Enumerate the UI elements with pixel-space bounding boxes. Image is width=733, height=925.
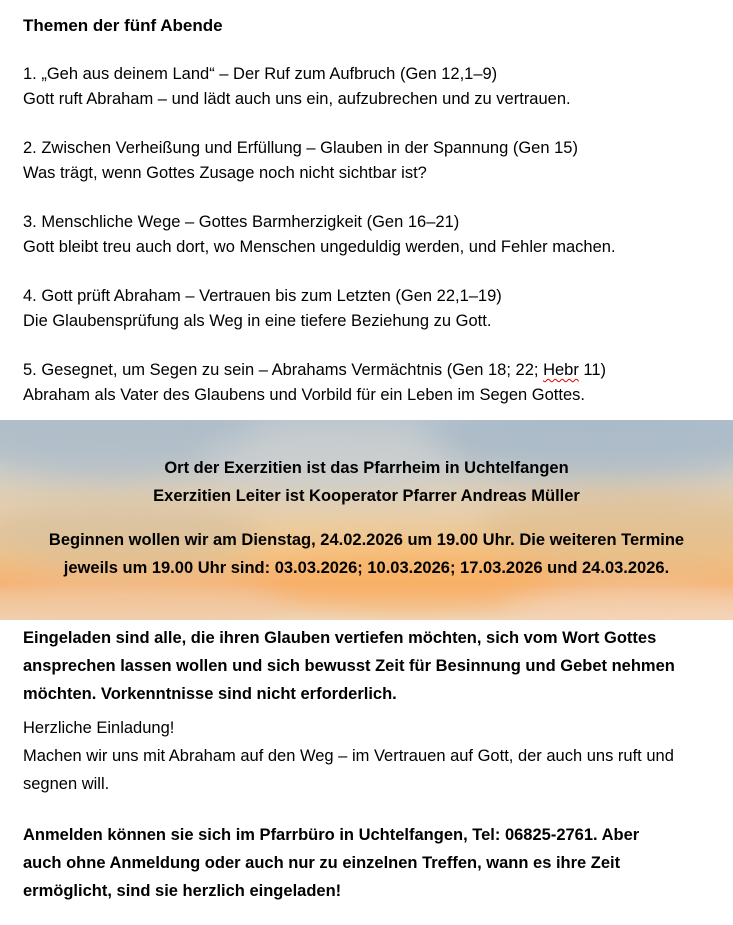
cloud-shape bbox=[0, 580, 290, 620]
registration-line: Anmelden können sie sich im Pfarrbüro in Uchtelfangen, Tel: 06825-2761. Aber bbox=[23, 826, 640, 844]
invitation-line: Eingeladen sind alle, die ihren Glauben vertiefen möchten, sich vom Wort Gottes bbox=[23, 629, 657, 647]
event-details bbox=[0, 454, 733, 582]
invitation-paragraph bbox=[23, 624, 723, 708]
greeting-line: segnen will. bbox=[23, 775, 110, 793]
topics-heading: Themen der fünf Abende bbox=[23, 16, 223, 35]
event-leader: Exerzitien Leiter ist Kooperator Pfarrer Andreas Müller bbox=[153, 487, 580, 505]
topic-title-end: 11) bbox=[578, 361, 607, 379]
registration-line: auch ohne Anmeldung oder auch nur zu einzelnen Treffen, wann es ihre Zeit bbox=[23, 854, 621, 872]
topic-description: Gott bleibt treu auch dort, wo Menschen ungeduldig werden, und Fehler machen. bbox=[23, 238, 616, 256]
sunset-banner bbox=[0, 420, 733, 620]
topics-section bbox=[23, 14, 723, 408]
greeting-line: Machen wir uns mit Abraham auf den Weg – im Vertrauen auf Gott, der auch uns ruft und bbox=[23, 747, 674, 765]
topic-title-start: 5. Gesegnet, um Segen zu sein – Abrahams Vermächtnis (Gen 18; 22; bbox=[23, 361, 544, 379]
event-start: Beginnen wollen wir am Dienstag, 24.02.2026 um 19.00 Uhr. Die weiteren Termine bbox=[48, 531, 685, 549]
topic-5 bbox=[23, 358, 723, 408]
topic-2 bbox=[23, 136, 723, 186]
topic-description: Gott ruft Abraham – und lädt auch uns ein, aufzubrechen und zu vertrauen. bbox=[23, 90, 571, 108]
topic-title: 2. Zwischen Verheißung und Erfüllung – Glauben in der Spannung (Gen 15) bbox=[23, 139, 578, 157]
event-location: Ort der Exerzitien ist das Pfarrheim in Uchtelfangen bbox=[164, 459, 569, 477]
greeting-paragraph bbox=[23, 714, 723, 798]
invitation-line: ansprechen lassen wollen und sich bewusst Zeit für Besinnung und Gebet nehmen bbox=[23, 657, 675, 675]
event-dates: jeweils um 19.00 Uhr sind: 03.03.2026; 10.03.2026; 17.03.2026 und 24.03.2026. bbox=[63, 559, 670, 577]
topic-title: 1. „Geh aus deinem Land“ – Der Ruf zum Aufbruch (Gen 12,1–9) bbox=[23, 65, 498, 83]
topic-1 bbox=[23, 62, 723, 112]
topic-description: Abraham als Vater des Glaubens und Vorbild für ein Leben im Segen Gottes. bbox=[23, 386, 585, 404]
closing-section bbox=[23, 624, 723, 905]
topic-4 bbox=[23, 284, 723, 334]
spellcheck-marked-word[interactable]: Hebr bbox=[543, 361, 579, 379]
topic-title bbox=[23, 358, 723, 383]
topic-description: Was trägt, wenn Gottes Zusage noch nicht sichtbar ist? bbox=[23, 164, 427, 182]
registration-paragraph bbox=[23, 821, 723, 905]
registration-line: ermöglicht, sind sie herzlich eingeladen! bbox=[23, 882, 342, 900]
topic-description: Die Glaubensprüfung als Weg in eine tiefere Beziehung zu Gott. bbox=[23, 312, 492, 330]
topic-3 bbox=[23, 210, 723, 260]
greeting-line: Herzliche Einladung! bbox=[23, 719, 175, 737]
topic-title: 3. Menschliche Wege – Gottes Barmherzigkeit (Gen 16–21) bbox=[23, 213, 460, 231]
invitation-line: möchten. Vorkenntnisse sind nicht erforderlich. bbox=[23, 685, 397, 703]
topic-title: 4. Gott prüft Abraham – Vertrauen bis zum Letzten (Gen 22,1–19) bbox=[23, 287, 502, 305]
